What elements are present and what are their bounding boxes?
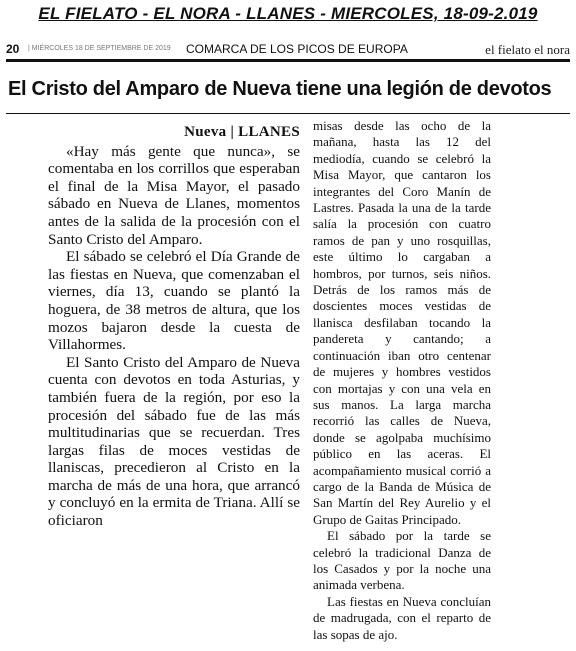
article-byline: Nueva | LLANES	[184, 124, 300, 140]
headline-rule	[6, 113, 570, 114]
article-headline: El Cristo del Amparo de Nueva tiene una legión de devotos	[8, 78, 552, 100]
newspaper-logo: el fielato el nora	[485, 42, 570, 57]
article-column-left	[48, 122, 300, 530]
article-paragraph: «Hay más gente que nunca», se comentaba en los corrillos que esperaban el final de la Misa Mayor, el pasado sábado en Nueva de Llanes, momentos antes de la salida de la procesión con el Santo Cristo del Amparo.	[48, 142, 300, 248]
article-paragraph: El Santo Cristo del Amparo de Nueva cuenta con devotos en toda Asturias, y también fuera de la región, por eso la procesión del sábado fue de las más multitudinarias que se recuerdan. Tres largas filas de moces vestidas de llaniscas, precedieron al Cristo en la marcha de más de una hora, que arrancó y concluyó en la ermita de Triana. Allí se oficiaron	[48, 353, 300, 530]
article-column-right	[313, 118, 491, 643]
article-paragraph: Las fiestas en Nueva concluían de madrugada, con el reparto de las sopas de ajo.	[313, 593, 491, 642]
header-rule	[6, 59, 570, 62]
article-paragraph: El sábado por la tarde se celebró la tradicional Danza de los Casados y por la noche una animada verbena.	[313, 528, 491, 593]
article-paragraph: misas desde las ocho de la mañana, hasta las 12 del mediodía, cuando se celebró la Misa Mayor, que cantaron los integrantes del Coro Manín de Lastres. Pasada la una de la tarde salía la procesión con cuatro ramos de pan y uno rosquillas, este último lo cargaban a hombros, por turnos, seis niños. Detrás de los ramos más de doscientes moces vestidas de llanisca desfilaban tocando la pandereta y cantando; a continuación iban otro centenar de mujeres y hombres vestidos con mortajas y con una vela en sus manos. La larga marcha recorrió las calles de Nueva, donde se agolpaba muchísimo público en las aceras. El acompañamiento musical corrió a cargo de la Banda de Música de San Martín del Rey Aurelio y el Grupo de Gaitas Principado.	[313, 118, 491, 527]
running-head	[6, 42, 570, 58]
page-number: 20	[6, 42, 20, 56]
article-paragraph: El sábado se celebró el Día Grande de las fiestas en Nueva, que comenzaban el viernes, día 13, cuando se plantó la hoguera, de 38 metros de altura, que los mozos bajaron desde la cuesta de Villahormes.	[48, 248, 300, 354]
section-title: COMARCA DE LOS PICOS DE EUROPA	[186, 42, 408, 56]
page-banner: EL FIELATO - EL NORA - LLANES - MIERCOLES, 18-09-2.019	[38, 4, 538, 23]
dateline: | MIÉRCOLES 18 DE SEPTIEMBRE DE 2019	[28, 45, 171, 52]
